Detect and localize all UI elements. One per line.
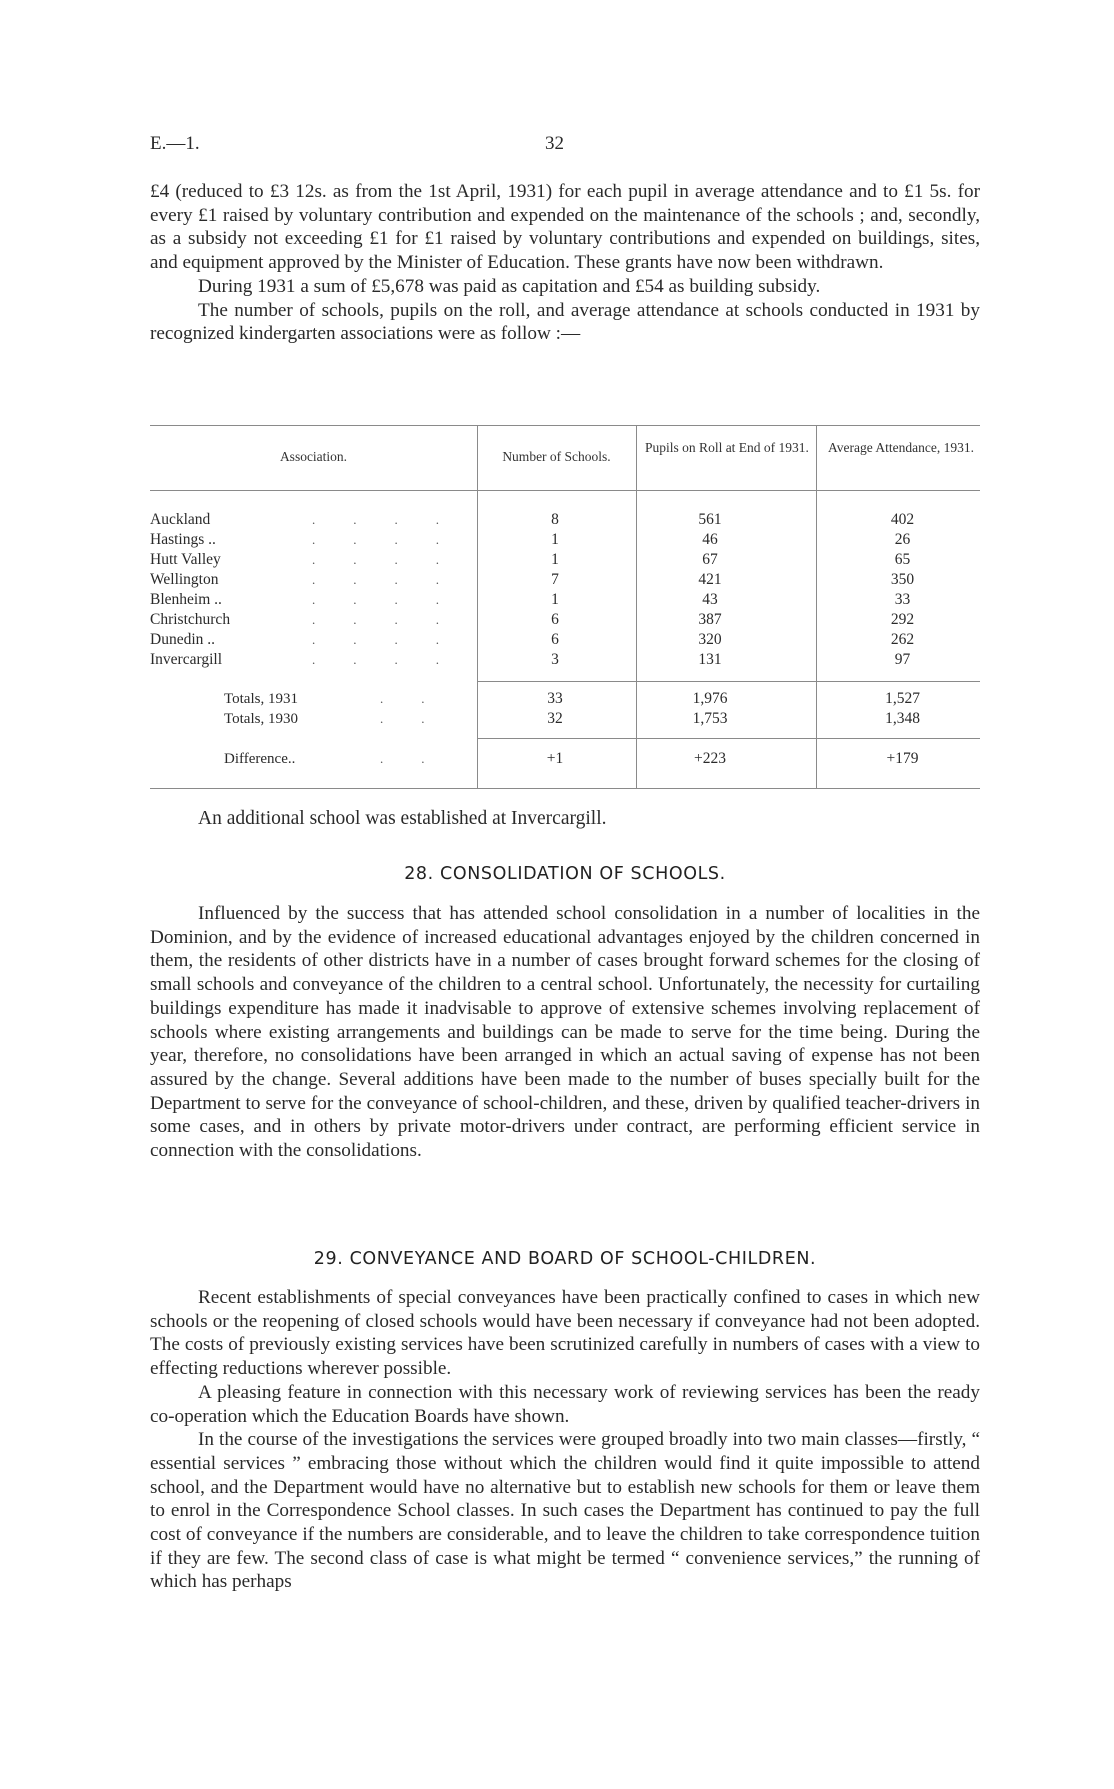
table-bottom-rule [150, 788, 980, 789]
totals-1931-leader: .. [380, 691, 463, 706]
difference-pupils: +223 [694, 750, 726, 767]
totals-1930-pupils: 1,753 [692, 710, 728, 727]
table-col-divider-1 [477, 425, 478, 788]
document-reference: E.—1. [150, 133, 200, 154]
table-row: Wellington .... [150, 571, 477, 588]
section-28-heading: 28. CONSOLIDATION OF SCHOOLS. [404, 864, 726, 884]
header-association: Association. [279, 449, 348, 464]
table-row: Hastings .. .... [150, 531, 477, 548]
difference-schools: +1 [546, 750, 564, 767]
totals-1930-schools: 32 [547, 710, 563, 727]
header-attendance: Average Attendance, 1931. [828, 440, 974, 455]
difference-label: Difference.. [224, 751, 296, 767]
table-row: Hutt Valley .... [150, 551, 477, 568]
table-col-divider-3 [816, 425, 817, 788]
intro-paragraph-1: £4 (reduced to £3 12s. as from the 1st April, 1931) for each pupil in average attendance and to £1 5s. for every £1 raised by voluntary contribution and expended on the maintenance of the schools ; and, secondly, as a subsidy not exceeding £1 for £1 raised by voluntary contributions and expended on buildings, sites, and equipment approved by the Minister of Education. These grants have now been withdrawn. [150, 181, 980, 274]
totals-1930-leader: .. [380, 711, 463, 726]
section-29-paragraph-3: In the course of the investigations the services were grouped broadly into two main classes—firstly, “ essential services ” embracing those without which the children would find it quite impossible to attend school, and the Department would have no alternative but to establish new schools for them or leave them to enrol in the Correspondence School classes. In such cases the Department has continued to pay the full cost of conveyance if the numbers are considerable, and to leave the children to take correspondence tuition if they are few. The second class of case is what might be termed “ convenience services,” the running of which has perhaps [150, 1429, 980, 1593]
totals-1930-attendance: 1,348 [885, 710, 920, 727]
totals-rule [477, 681, 980, 682]
page-header [150, 133, 980, 157]
intro-paragraph-3: The number of schools, pupils on the roll, and average attendance at schools conducted in 1931 by recognized kindergarten associations were as follow :— [150, 299, 980, 345]
header-pupils: Pupils on Roll at End of 1931. [645, 440, 809, 455]
totals-1931-pupils: 1,976 [692, 690, 728, 707]
totals-1931-label: Totals, 1931 [224, 691, 298, 707]
kindergarten-table [150, 425, 980, 793]
section-28-paragraph: Influenced by the success that has attended school consolidation in a number of localities in the Dominion, and by the evidence of increased educational advantages enjoyed by the children concerned in them, the residents of other districts have in a number of cases brought forward schemes for the closing of small schools and conveyance of the children to a central school. Unfortunately, the necessity for curtailing buildings expenditure has made it inadvisable to approve of extensive schemes involving replacement of schools where existing arrangements and buildings can be made to serve for the time being. During the year, therefore, no consolidations have been arranged in which an actual saving of expense has not been assured by the change. Several additions have been made to the number of buses specially built for the Department to serve for the conveyance of school-children, and these, driven by qualified teacher-drivers in some cases, and in others by private motor-drivers under contract, are performing efficient service in connection with the consolidations. [150, 903, 980, 1162]
table-row: Blenheim .. .... [150, 591, 477, 608]
section-29-heading: 29. CONVEYANCE AND BOARD OF SCHOOL-CHILDREN. [313, 1249, 817, 1269]
table-row: Christchurch .... [150, 611, 477, 628]
totals-1931-attendance: 1,527 [885, 690, 920, 707]
table-top-rule [150, 425, 980, 426]
header-schools: Number of Schools. [502, 449, 611, 464]
intro-block [150, 180, 980, 346]
section-29-paragraph-1: Recent establishments of special conveyances have been practically confined to cases in which new schools or the reopening of closed schools would have been necessary if conveyance had not been adopted. The costs of previously existing services have been scrutinized carefully in numbers of cases with a view to effecting reductions wherever possible. [150, 1287, 980, 1380]
pupils-column: 561 46 67 421 43 387 320 131 [698, 511, 722, 668]
totals-1930-label: Totals, 1930 [224, 711, 298, 727]
attendance-column: 402 26 65 350 33 292 262 97 [890, 511, 915, 668]
table-header-rule [150, 490, 980, 491]
table-row: Invercargill .... [150, 651, 477, 668]
section-29-paragraph-2: A pleasing feature in connection with this necessary work of reviewing services has been the ready co-operation which the Education Boards have shown. [150, 1381, 980, 1427]
schools-column: 8 1 1 7 1 6 6 3 [551, 511, 559, 668]
intro-paragraph-2: During 1931 a sum of £5,678 was paid as capitation and £54 as building subsidy. [198, 275, 821, 297]
totals-1931-schools: 33 [547, 690, 563, 707]
difference-attendance: +179 [886, 750, 919, 767]
association-column [150, 510, 477, 670]
table-row: Dunedin .. .... [150, 631, 477, 648]
table-row: Auckland .... [150, 511, 477, 528]
section-29-block [150, 1286, 980, 1594]
difference-rule [477, 738, 980, 739]
table-note: An additional school was established at Invercargill. [198, 808, 607, 829]
difference-leader: .. [380, 751, 463, 766]
page-number: 32 [545, 133, 564, 154]
